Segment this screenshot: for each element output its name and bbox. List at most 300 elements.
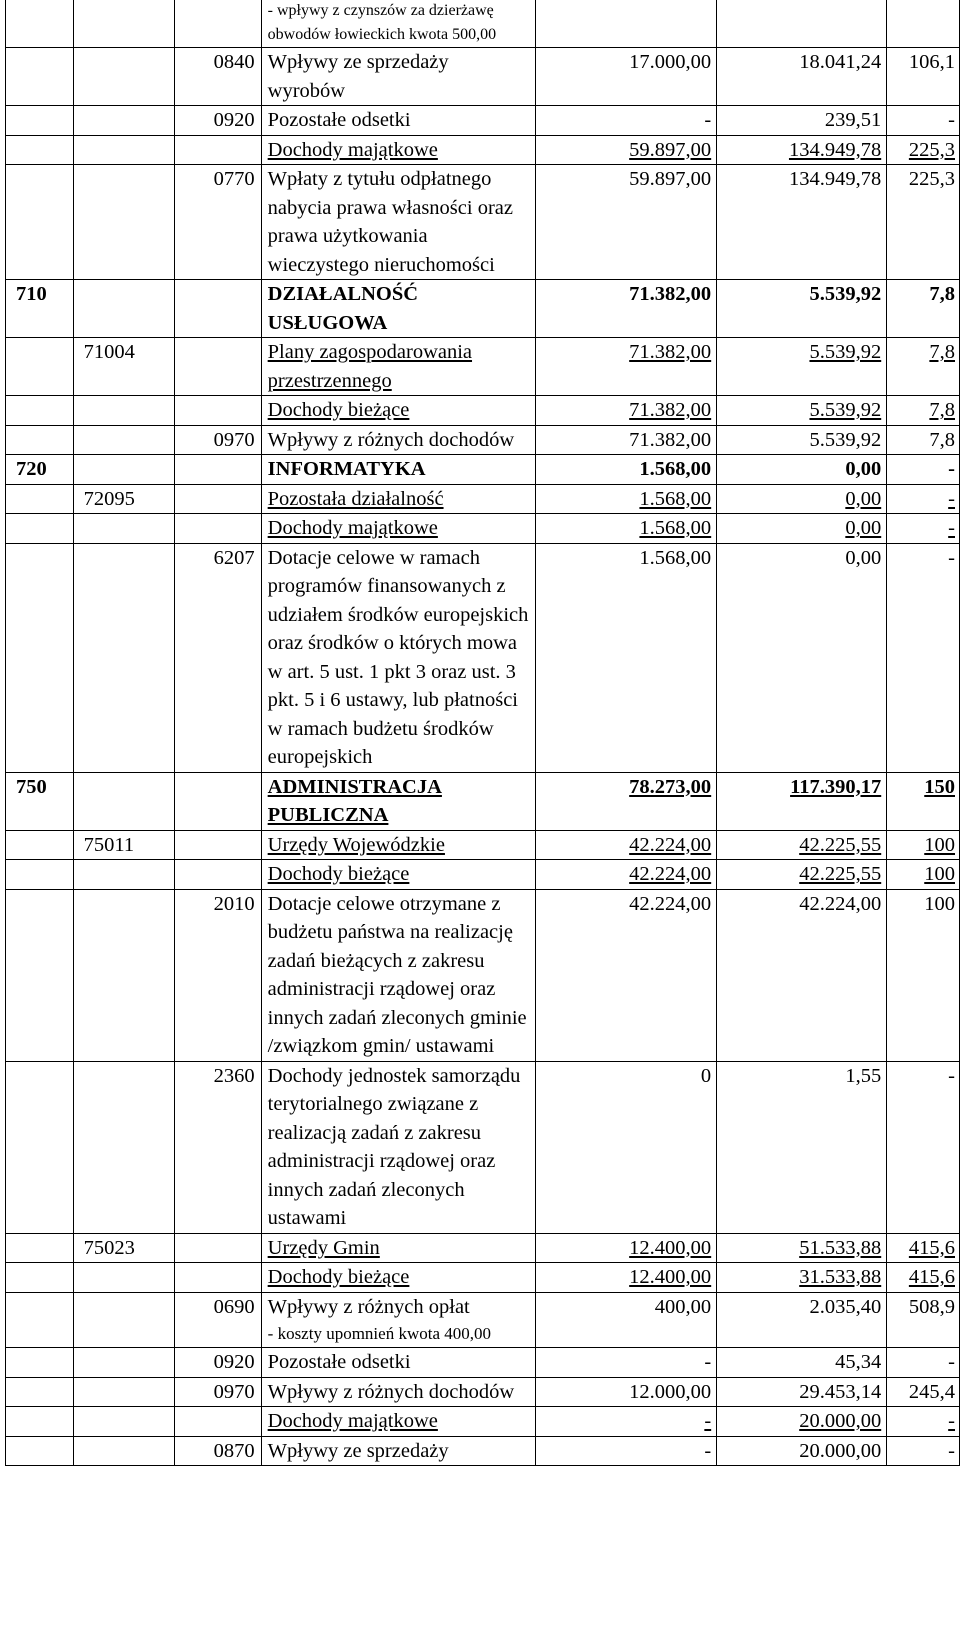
percent-cell	[887, 396, 960, 426]
name-cell-text: Pozostałe odsetki	[267, 1351, 411, 1373]
plan-cell-text: 400,00	[654, 1295, 712, 1318]
wykonanie-cell-text: 51.533,88	[799, 1236, 882, 1259]
paragraf-cell	[175, 1233, 262, 1263]
rozdzial-cell	[73, 543, 174, 772]
table-row	[6, 338, 960, 396]
name-cell-text: Wpływy z różnych opłat	[267, 1295, 470, 1318]
paragraf-cell	[175, 396, 262, 426]
dzial-cell	[6, 1377, 74, 1407]
percent-cell-text: -	[948, 458, 955, 480]
paragraf-cell	[175, 106, 262, 136]
table-row	[6, 165, 960, 280]
plan-cell-text: 71.382,00	[629, 341, 712, 363]
wykonanie-cell-text: 31.533,88	[799, 1266, 882, 1288]
dzial-cell	[6, 0, 74, 48]
plan-cell	[536, 1263, 717, 1293]
percent-cell	[887, 889, 960, 1061]
plan-cell	[536, 48, 717, 106]
wykonanie-cell	[717, 338, 887, 396]
dzial-cell	[6, 280, 74, 338]
percent-cell	[887, 1348, 960, 1378]
plan-cell	[536, 106, 717, 136]
wykonanie-cell	[717, 484, 887, 514]
plan-cell	[536, 1436, 717, 1466]
name-cell-text: Wpływy z różnych dochodów	[267, 1380, 515, 1403]
paragraf-cell-text: 0770	[213, 168, 255, 190]
paragraf-cell	[175, 1377, 262, 1407]
percent-cell	[887, 425, 960, 455]
name-cell-text: Dochody bieżące	[267, 1266, 410, 1288]
percent-cell-text: 100	[924, 863, 955, 885]
wykonanie-cell-text: 134.949,78	[788, 168, 882, 190]
percent-cell	[887, 455, 960, 485]
wykonanie-cell	[717, 396, 887, 426]
rozdzial-cell	[73, 396, 174, 426]
dzial-cell	[6, 106, 74, 136]
wykonanie-cell	[717, 425, 887, 455]
dzial-cell	[6, 425, 74, 455]
percent-cell	[887, 830, 960, 860]
name-cell	[261, 543, 536, 772]
rozdzial-cell	[73, 1233, 174, 1263]
dzial-cell	[6, 338, 74, 396]
dzial-cell	[6, 860, 74, 890]
wykonanie-cell	[717, 1348, 887, 1378]
table-row	[6, 1407, 960, 1437]
percent-cell-text: 7,8	[929, 399, 955, 421]
rozdzial-cell-text: 72095	[83, 487, 135, 510]
percent-cell-text: -	[948, 1351, 955, 1373]
percent-cell	[887, 1263, 960, 1293]
percent-cell	[887, 48, 960, 106]
table-row	[6, 1348, 960, 1378]
name-cell-text: Dochody majątkowe	[267, 517, 438, 539]
dzial-cell	[6, 455, 74, 485]
percent-cell	[887, 1407, 960, 1437]
table-row	[6, 48, 960, 106]
name-cell-text: Pozostałe odsetki	[267, 109, 411, 131]
name-cell-text: INFORMATYKA	[267, 458, 426, 480]
wykonanie-cell	[717, 280, 887, 338]
rozdzial-cell	[73, 455, 174, 485]
paragraf-cell	[175, 1263, 262, 1293]
plan-cell	[536, 860, 717, 890]
plan-cell-text: 12.000,00	[629, 1380, 712, 1403]
plan-cell-text: 71.382,00	[629, 399, 712, 421]
plan-cell-text: 17.000,00	[629, 51, 712, 73]
paragraf-cell	[175, 543, 262, 772]
wykonanie-cell	[717, 1263, 887, 1293]
plan-cell	[536, 1292, 717, 1348]
dzial-cell	[6, 1436, 74, 1466]
rozdzial-cell	[73, 165, 174, 280]
rozdzial-cell	[73, 1292, 174, 1348]
wykonanie-cell-text: 0,00	[845, 487, 882, 510]
table-row	[6, 543, 960, 772]
percent-cell	[887, 1377, 960, 1407]
name-cell	[261, 860, 536, 890]
name-cell-text: Wpłaty z tytułu odpłatnego nabycia prawa własności oraz prawa użytkowania wieczystego nieruchomości	[267, 168, 513, 276]
dzial-cell-text: 720	[16, 458, 47, 480]
plan-cell	[536, 165, 717, 280]
rozdzial-cell-text: 75023	[83, 1236, 135, 1259]
percent-cell-text: 7,8	[929, 283, 955, 305]
name-cell	[261, 1233, 536, 1263]
rozdzial-cell	[73, 830, 174, 860]
percent-cell	[887, 106, 960, 136]
percent-cell	[887, 514, 960, 544]
table-row	[6, 0, 960, 48]
plan-cell	[536, 455, 717, 485]
plan-cell	[536, 280, 717, 338]
name-cell-text: ADMINISTRACJA PUBLICZNA	[267, 775, 442, 826]
percent-cell	[887, 1061, 960, 1233]
plan-cell	[536, 396, 717, 426]
paragraf-cell-text: 6207	[213, 546, 255, 569]
name-cell-text: Plany zagospodarowania przestrzennego	[267, 341, 473, 392]
paragraf-cell-text: 0970	[213, 1380, 255, 1403]
name-cell-text: Dotacje celowe w ramach programów finansowanych z udziałem środków europejskich oraz środków o których mowa w art. 5 ust. 1 pkt 3 oraz ust. 3 pkt. 5 i 6 ustawy, lub płatności w ramach budżetu środków europejskich	[267, 546, 529, 768]
name-cell	[261, 1436, 536, 1466]
name-cell	[261, 106, 536, 136]
plan-cell-text: 1.568,00	[639, 458, 712, 480]
wykonanie-cell	[717, 165, 887, 280]
percent-cell	[887, 280, 960, 338]
paragraf-cell	[175, 280, 262, 338]
wykonanie-cell-text: 5.539,92	[809, 283, 882, 305]
percent-cell	[887, 165, 960, 280]
table-row	[6, 1061, 960, 1233]
rozdzial-cell-text: 71004	[83, 341, 135, 363]
plan-cell	[536, 484, 717, 514]
name-cell-text: DZIAŁALNOŚĆ USŁUGOWA	[267, 283, 419, 334]
percent-cell	[887, 484, 960, 514]
dzial-cell	[6, 772, 74, 830]
plan-cell-text: 42.224,00	[629, 863, 712, 885]
paragraf-cell	[175, 48, 262, 106]
wykonanie-cell	[717, 1407, 887, 1437]
paragraf-cell	[175, 338, 262, 396]
percent-cell-text: -	[948, 1410, 955, 1432]
rozdzial-cell	[73, 0, 174, 48]
dzial-cell	[6, 1263, 74, 1293]
percent-cell-text: -	[948, 546, 955, 569]
rozdzial-cell	[73, 48, 174, 106]
dzial-cell	[6, 830, 74, 860]
wykonanie-cell-text: 239,51	[824, 109, 882, 131]
rozdzial-cell	[73, 1436, 174, 1466]
dzial-cell	[6, 484, 74, 514]
plan-cell	[536, 338, 717, 396]
name-cell	[261, 338, 536, 396]
plan-cell-text: 0	[700, 1064, 712, 1087]
budget-table	[5, 0, 960, 1466]
paragraf-cell-text: 0870	[213, 1439, 255, 1462]
wykonanie-cell	[717, 1233, 887, 1263]
paragraf-cell	[175, 455, 262, 485]
table-row	[6, 1263, 960, 1293]
wykonanie-cell-text: 117.390,17	[790, 775, 882, 798]
name-cell	[261, 1061, 536, 1233]
name-cell	[261, 1348, 536, 1378]
paragraf-cell	[175, 1407, 262, 1437]
paragraf-cell	[175, 514, 262, 544]
rozdzial-cell	[73, 1348, 174, 1378]
wykonanie-cell-text: 1,55	[845, 1064, 882, 1087]
rozdzial-cell	[73, 106, 174, 136]
note-text: - koszty upomnień kwota 400,00	[267, 1324, 491, 1343]
rozdzial-cell	[73, 1061, 174, 1233]
plan-cell-text: -	[704, 1351, 712, 1373]
paragraf-cell	[175, 484, 262, 514]
plan-cell-text: 1.568,00	[639, 487, 712, 510]
table-row	[6, 1292, 960, 1348]
name-cell	[261, 830, 536, 860]
plan-cell-text: 78.273,00	[629, 775, 712, 798]
rozdzial-cell	[73, 1407, 174, 1437]
wykonanie-cell	[717, 514, 887, 544]
name-cell-text: Dochody jednostek samorządu terytorialnego związane z realizacją zadań z zakresu administracji rządowej oraz innych zadań zleconych ustawami	[267, 1064, 521, 1229]
rozdzial-cell	[73, 280, 174, 338]
plan-cell-text: 71.382,00	[629, 428, 712, 451]
plan-cell	[536, 889, 717, 1061]
rozdzial-cell	[73, 514, 174, 544]
rozdzial-cell	[73, 484, 174, 514]
paragraf-cell	[175, 889, 262, 1061]
percent-cell-text: 415,6	[908, 1236, 955, 1259]
percent-cell-text: 245,4	[908, 1380, 955, 1403]
percent-cell	[887, 772, 960, 830]
paragraf-cell	[175, 1292, 262, 1348]
dzial-cell-text: 710	[16, 283, 47, 305]
table-row	[6, 860, 960, 890]
wykonanie-cell	[717, 455, 887, 485]
plan-cell-text: 1.568,00	[639, 546, 712, 569]
rozdzial-cell	[73, 135, 174, 165]
paragraf-cell-text: 2360	[213, 1064, 255, 1087]
name-cell	[261, 484, 536, 514]
percent-cell-text: 415,6	[908, 1266, 955, 1288]
percent-cell-text: -	[948, 1439, 955, 1462]
name-cell-text: Wpływy z różnych dochodów	[267, 428, 515, 451]
dzial-cell	[6, 1061, 74, 1233]
paragraf-cell	[175, 135, 262, 165]
percent-cell-text: -	[948, 487, 955, 510]
dzial-cell	[6, 514, 74, 544]
name-cell	[261, 455, 536, 485]
name-cell-text: Urzędy Wojewódzkie	[267, 833, 445, 856]
name-cell	[261, 514, 536, 544]
rozdzial-cell	[73, 1377, 174, 1407]
name-cell-text: Dochody majątkowe	[267, 138, 438, 161]
plan-cell	[536, 1377, 717, 1407]
wykonanie-cell-text: 5.539,92	[809, 341, 882, 363]
name-cell	[261, 280, 536, 338]
table-row	[6, 514, 960, 544]
plan-cell-text: 59.897,00	[629, 168, 712, 190]
wykonanie-cell-text: 0,00	[845, 517, 882, 539]
rozdzial-cell-text: 75011	[83, 833, 135, 856]
rozdzial-cell	[73, 772, 174, 830]
wykonanie-cell-text: 29.453,14	[799, 1380, 882, 1403]
percent-cell	[887, 1292, 960, 1348]
table-row	[6, 396, 960, 426]
table-row	[6, 135, 960, 165]
percent-cell-text: 7,8	[929, 428, 955, 451]
plan-cell	[536, 1061, 717, 1233]
table-row	[6, 1436, 960, 1466]
plan-cell-text: 42.224,00	[629, 892, 712, 915]
plan-cell	[536, 514, 717, 544]
name-cell	[261, 1377, 536, 1407]
table-row	[6, 889, 960, 1061]
wykonanie-cell-text: 0,00	[845, 546, 882, 569]
dzial-cell	[6, 135, 74, 165]
dzial-cell-text: 750	[16, 775, 47, 798]
wykonanie-cell-text: 20.000,00	[799, 1439, 882, 1462]
name-cell-text: Dotacje celowe otrzymane z budżetu państwa na realizację zadań bieżących z zakresu administracji rządowej oraz innych zadań zleconych gminie /związkom gmin/ ustawami	[267, 892, 527, 1057]
plan-cell	[536, 830, 717, 860]
wykonanie-cell	[717, 772, 887, 830]
wykonanie-cell	[717, 830, 887, 860]
table-row	[6, 830, 960, 860]
table-row	[6, 106, 960, 136]
name-cell	[261, 1292, 536, 1348]
dzial-cell	[6, 48, 74, 106]
name-cell	[261, 396, 536, 426]
wykonanie-cell-text: 45,34	[835, 1351, 882, 1373]
wykonanie-cell-text: 42.224,00	[799, 892, 882, 915]
table-row	[6, 772, 960, 830]
wykonanie-cell-text: 42.225,55	[799, 863, 882, 885]
plan-cell	[536, 772, 717, 830]
percent-cell	[887, 0, 960, 48]
plan-cell-text: 12.400,00	[629, 1236, 712, 1259]
paragraf-cell-text: 2010	[213, 892, 255, 915]
dzial-cell	[6, 1292, 74, 1348]
rozdzial-cell	[73, 338, 174, 396]
rozdzial-cell	[73, 425, 174, 455]
wykonanie-cell	[717, 1377, 887, 1407]
plan-cell	[536, 543, 717, 772]
percent-cell	[887, 135, 960, 165]
paragraf-cell	[175, 860, 262, 890]
plan-cell-text: 42.224,00	[629, 833, 712, 856]
wykonanie-cell	[717, 889, 887, 1061]
wykonanie-cell	[717, 543, 887, 772]
plan-cell-text: 1.568,00	[639, 517, 712, 539]
paragraf-cell	[175, 1348, 262, 1378]
plan-cell-text: -	[704, 1439, 712, 1462]
budget-table-body	[6, 0, 960, 1466]
percent-cell	[887, 543, 960, 772]
plan-cell	[536, 135, 717, 165]
percent-cell-text: 225,3	[908, 168, 955, 190]
percent-cell	[887, 1436, 960, 1466]
percent-cell	[887, 338, 960, 396]
paragraf-cell-text: 0920	[213, 1351, 255, 1373]
name-cell-text: Dochody bieżące	[267, 863, 410, 885]
wykonanie-cell	[717, 48, 887, 106]
percent-cell-text: -	[948, 109, 955, 131]
plan-cell	[536, 1233, 717, 1263]
percent-cell-text: 225,3	[908, 138, 955, 161]
percent-cell	[887, 1233, 960, 1263]
plan-cell	[536, 1407, 717, 1437]
name-cell	[261, 165, 536, 280]
name-cell-text: Dochody bieżące	[267, 399, 410, 421]
table-row	[6, 455, 960, 485]
wykonanie-cell-text: 42.225,55	[799, 833, 882, 856]
table-row	[6, 1377, 960, 1407]
paragraf-cell	[175, 165, 262, 280]
wykonanie-cell	[717, 1292, 887, 1348]
percent-cell-text: 100	[924, 892, 955, 915]
name-cell	[261, 425, 536, 455]
dzial-cell	[6, 543, 74, 772]
dzial-cell	[6, 1407, 74, 1437]
paragraf-cell-text: 0920	[213, 109, 255, 131]
percent-cell-text: 106,1	[908, 51, 955, 73]
dzial-cell	[6, 1348, 74, 1378]
wykonanie-cell	[717, 1436, 887, 1466]
name-cell	[261, 1407, 536, 1437]
percent-cell-text: 150	[924, 775, 955, 798]
name-cell	[261, 0, 536, 48]
name-cell-text: Urzędy Gmin	[267, 1236, 380, 1259]
dzial-cell	[6, 1233, 74, 1263]
rozdzial-cell	[73, 889, 174, 1061]
paragraf-cell	[175, 1061, 262, 1233]
dzial-cell	[6, 396, 74, 426]
dzial-cell	[6, 165, 74, 280]
rozdzial-cell	[73, 1263, 174, 1293]
wykonanie-cell-text: 20.000,00	[799, 1410, 882, 1432]
name-cell	[261, 772, 536, 830]
name-cell-text: Pozostała działalność	[267, 487, 444, 510]
table-row	[6, 425, 960, 455]
table-row	[6, 484, 960, 514]
plan-cell	[536, 1348, 717, 1378]
percent-cell-text: 508,9	[908, 1295, 955, 1318]
paragraf-cell	[175, 425, 262, 455]
name-cell	[261, 48, 536, 106]
wykonanie-cell	[717, 860, 887, 890]
paragraf-cell	[175, 772, 262, 830]
dzial-cell	[6, 889, 74, 1061]
name-cell-text: Dochody majątkowe	[267, 1410, 438, 1432]
wykonanie-cell-text: 2.035,40	[809, 1295, 882, 1318]
table-row	[6, 1233, 960, 1263]
name-cell	[261, 1263, 536, 1293]
paragraf-cell-text: 0840	[213, 51, 255, 73]
percent-cell	[887, 860, 960, 890]
plan-cell	[536, 0, 717, 48]
wykonanie-cell-text: 134.949,78	[788, 138, 882, 161]
wykonanie-cell-text: 18.041,24	[799, 51, 882, 73]
name-cell	[261, 889, 536, 1061]
paragraf-cell	[175, 830, 262, 860]
plan-cell-text: -	[704, 1410, 712, 1432]
name-cell-text: Wpływy ze sprzedaży	[267, 1439, 449, 1462]
paragraf-cell	[175, 1436, 262, 1466]
plan-cell-text: 12.400,00	[629, 1266, 712, 1288]
table-row	[6, 280, 960, 338]
percent-cell-text: -	[948, 517, 955, 539]
name-cell	[261, 135, 536, 165]
name-cell-text: Wpływy ze sprzedaży wyrobów	[267, 51, 449, 102]
plan-cell-text: -	[704, 109, 712, 131]
